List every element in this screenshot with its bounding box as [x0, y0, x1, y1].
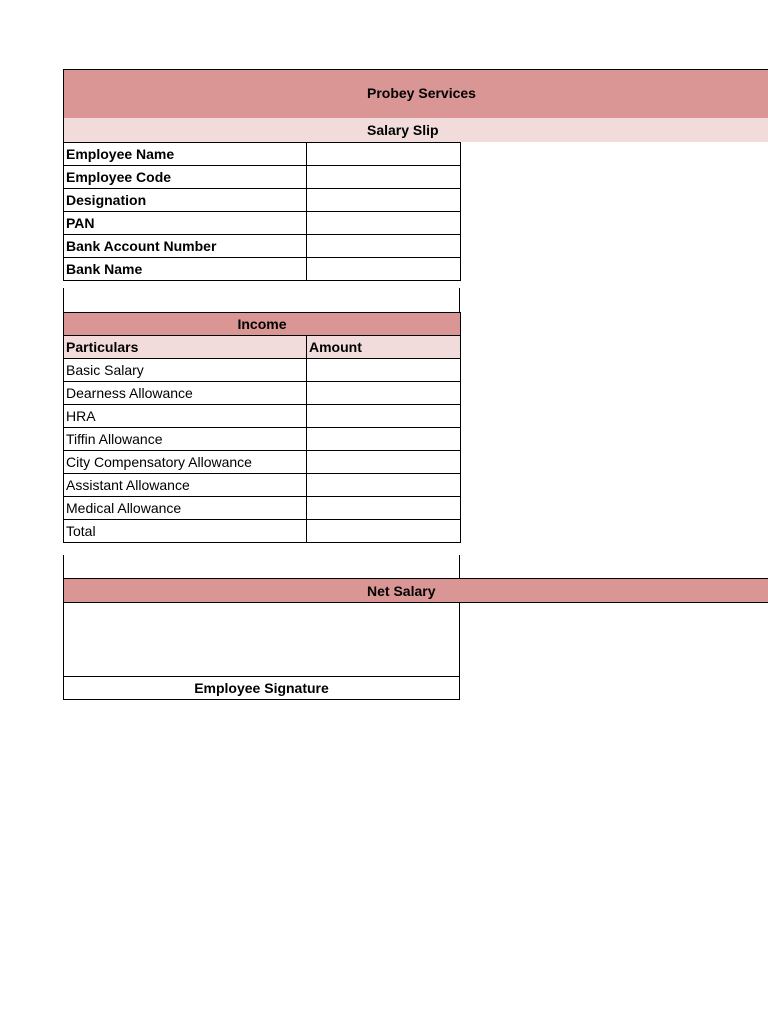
- particular-cell: HRA: [64, 405, 307, 428]
- income-row-hra: [64, 405, 461, 428]
- slip-title: Salary Slip: [367, 122, 439, 138]
- info-row-pan: [64, 212, 461, 235]
- salary-slip-band: [63, 118, 768, 142]
- amount-cell[interactable]: [307, 520, 461, 543]
- info-label: PAN: [64, 212, 307, 235]
- info-value-cell[interactable]: [307, 189, 461, 212]
- particular-cell: City Compensatory Allowance: [64, 451, 307, 474]
- employee-signature-label: Employee Signature: [63, 676, 460, 700]
- net-salary-band: [63, 578, 768, 603]
- particular-cell: Total: [64, 520, 307, 543]
- spacer-row: [63, 555, 460, 578]
- column-header-amount: Amount: [307, 336, 461, 359]
- column-header-particulars: Particulars: [64, 336, 307, 359]
- info-value-cell[interactable]: [307, 235, 461, 258]
- particular-cell: Dearness Allowance: [64, 382, 307, 405]
- amount-cell[interactable]: [307, 382, 461, 405]
- info-row-bank-account-number: [64, 235, 461, 258]
- info-row-employee-code: [64, 166, 461, 189]
- amount-cell[interactable]: [307, 428, 461, 451]
- particular-cell: Basic Salary: [64, 359, 307, 382]
- company-header-band: [63, 69, 768, 118]
- income-header-row: [64, 313, 461, 336]
- income-column-headers: [64, 336, 461, 359]
- info-value-cell[interactable]: [307, 166, 461, 189]
- info-row-designation: [64, 189, 461, 212]
- particular-cell: Medical Allowance: [64, 497, 307, 520]
- income-row-city-compensatory-allowance: [64, 451, 461, 474]
- info-value-cell[interactable]: [307, 143, 461, 166]
- income-row-assistant-allowance: [64, 474, 461, 497]
- income-row-dearness-allowance: [64, 382, 461, 405]
- income-title: Income: [64, 313, 461, 336]
- spacer-row: [63, 288, 460, 312]
- info-label: Bank Account Number: [64, 235, 307, 258]
- income-table: [63, 312, 461, 543]
- income-row-tiffin-allowance: [64, 428, 461, 451]
- income-row-total: [64, 520, 461, 543]
- company-name: Probey Services: [367, 85, 476, 101]
- amount-cell[interactable]: [307, 359, 461, 382]
- particular-cell: Tiffin Allowance: [64, 428, 307, 451]
- net-salary-label: Net Salary: [367, 583, 436, 599]
- info-label: Employee Code: [64, 166, 307, 189]
- info-label: Designation: [64, 189, 307, 212]
- info-row-employee-name: [64, 143, 461, 166]
- income-row-medical-allowance: [64, 497, 461, 520]
- info-label: Employee Name: [64, 143, 307, 166]
- info-value-cell[interactable]: [307, 212, 461, 235]
- employee-info-table: [63, 142, 461, 281]
- info-label: Bank Name: [64, 258, 307, 281]
- amount-cell[interactable]: [307, 497, 461, 520]
- income-row-basic-salary: [64, 359, 461, 382]
- amount-cell[interactable]: [307, 405, 461, 428]
- signature-area[interactable]: [63, 603, 460, 676]
- info-value-cell[interactable]: [307, 258, 461, 281]
- amount-cell[interactable]: [307, 451, 461, 474]
- particular-cell: Assistant Allowance: [64, 474, 307, 497]
- amount-cell[interactable]: [307, 474, 461, 497]
- info-row-bank-name: [64, 258, 461, 281]
